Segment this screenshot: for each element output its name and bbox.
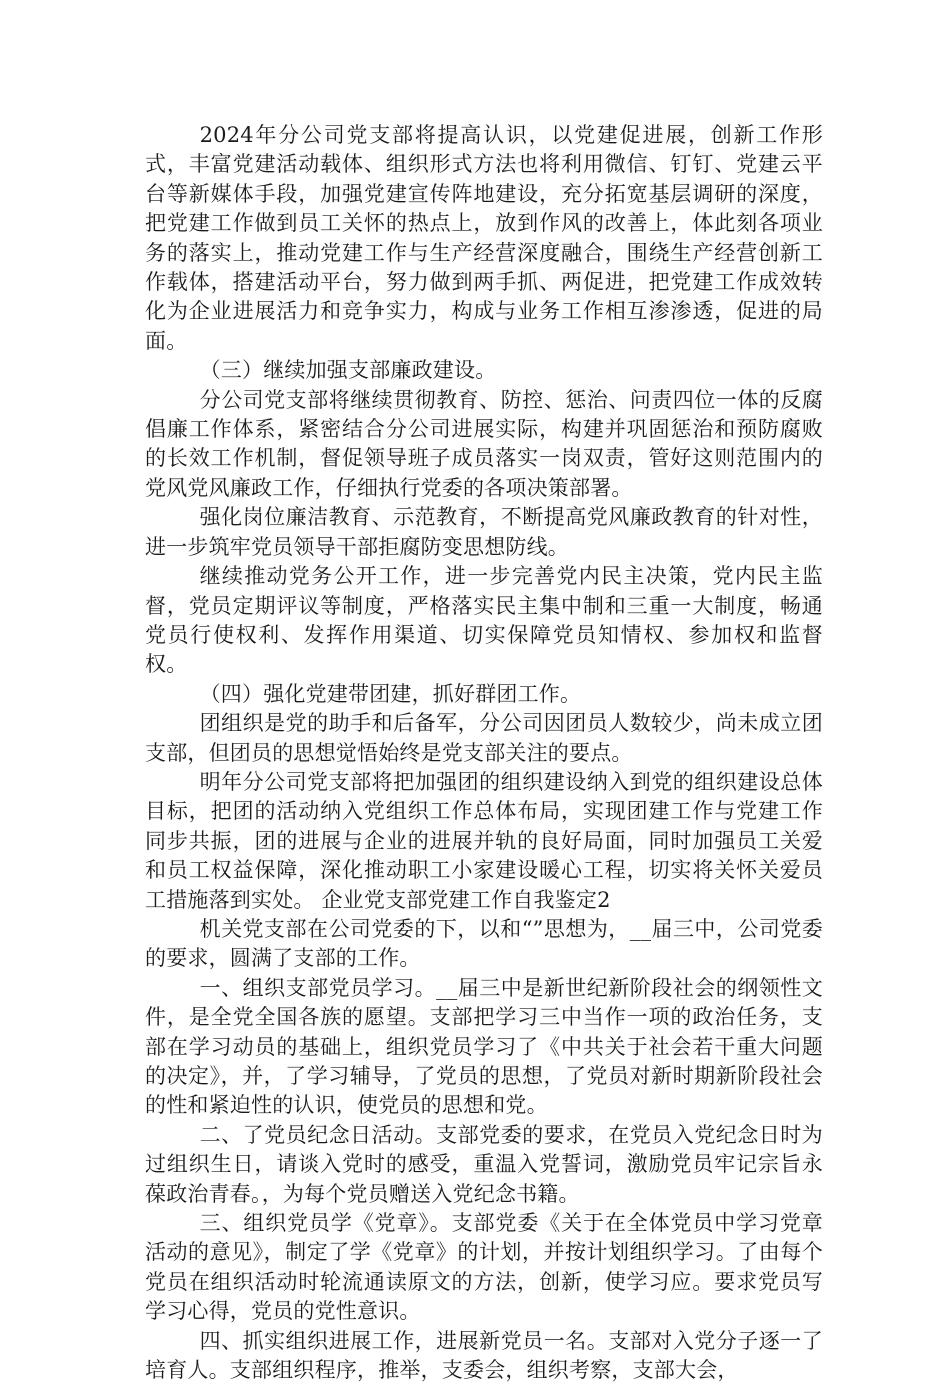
paragraph: 四、抓实组织进展工作，进展新党员一名。支部对入党分子逐一了培育人。支部组织程序，推举，支委会，组织考察，支部大会， xyxy=(145,1328,823,1383)
section-heading: （四）强化党建带团建，抓好群团工作。 xyxy=(199,681,582,706)
paragraph: 二、了党员纪念日活动。支部党委的要求，在党员入党纪念日时为过组织生日，请谈入党时的感受，重温入党誓词，激励党员牢记宗旨永葆政治青春。，为每个党员赠送入党纪念书籍。 xyxy=(145,1122,823,1206)
paragraph: 机关党支部在公司党委的下，以和“”思想为，__届三中，公司党委的要求，圆满了支部的工作。 xyxy=(145,916,823,971)
paragraph: 团组织是党的助手和后备军，分公司因团员人数较少，尚未成立团支部，但团员的思想觉悟始终是党支部关注的要点。 xyxy=(145,711,823,765)
paragraph: 分公司党支部将继续贯彻教育、防控、惩治、问责四位一体的反腐倡廉工作体系，紧密结合分公司进展实际，构建并巩固惩治和预防腐败的长效工作机制，督促领导班子成员落实一岗双责，管好这则范围内的党风党风廉政工作，仔细执行党委的各项决策部署。 xyxy=(145,387,823,500)
paragraph: 2024年分公司党支部将提高认识，以党建促进展，创新工作形式，丰富党建活动载体、组织形式方法也将利用微信、钉钉、党建云平台等新媒体手段，加强党建宣传阵地建设，充分拓宽基层调研的深度，把党建工作做到员工关怀的热点上，放到作风的改善上，体此刻各项业务的落实上，推动党建工作与生产经营深度融合，围绕生产经营创新工作载体，搭建活动平台，努力做到两手抓、两促进，把党建工作成效转化为企业进展活力和竞争实力，构成与业务工作相互渗渗透，促进的局面。 xyxy=(145,123,823,353)
section-heading: （三）继续加强支部廉政建设。 xyxy=(199,358,497,383)
paragraph: 一、组织支部党员学习。__届三中是新世纪新阶段社会的纲领性文件，是全党全国各族的愿望。支部把学习三中当作一项的政治任务，支部在学习动员的基础上，组织党员学习了《中共关于社会若干重大问题的决定》，并，了学习辅导，了党员的思想，了党员对新时期新阶段社会的性和紧迫性的认识，使党员的思想和党。 xyxy=(145,975,823,1118)
paragraph: 三、组织党员学《党章》。支部党委《关于在全体党员中学习党章活动的意见》，制定了学《党章》的计划，并按计划组织学习。了由每个党员在组织活动时轮流通读原文的方法，创新，使学习应。要求党员写学习心得，党员的党性意识。 xyxy=(145,1211,823,1324)
document-body xyxy=(145,121,823,1385)
paragraph: 明年分公司党支部将把加强团的组织建设纳入到党的组织建设总体目标，把团的活动纳入党组织工作总体布局，实现团建工作与党建工作同步共振，团的进展与企业的进展并轨的良好局面，同时加强员工关爱和员工权益保障，深化推动职工小家建设暖心工程，切实将关怀关爱员工措施落到实处。 企业党支部党建工作自我鉴定2 xyxy=(145,769,823,912)
paragraph: 继续推动党务公开工作，进一步完善党内民主决策，党内民主监督，党员定期评议等制度，严格落实民主集中制和三重一大制度，畅通党员行使权利、发挥作用渠道、切实保障党员知情权、参加权和监督权。 xyxy=(145,564,823,677)
paragraph: 强化岗位廉洁教育、示范教育，不断提高党风廉政教育的针对性，进一步筑牢党员领导干部拒腐防变思想防线。 xyxy=(145,505,823,559)
